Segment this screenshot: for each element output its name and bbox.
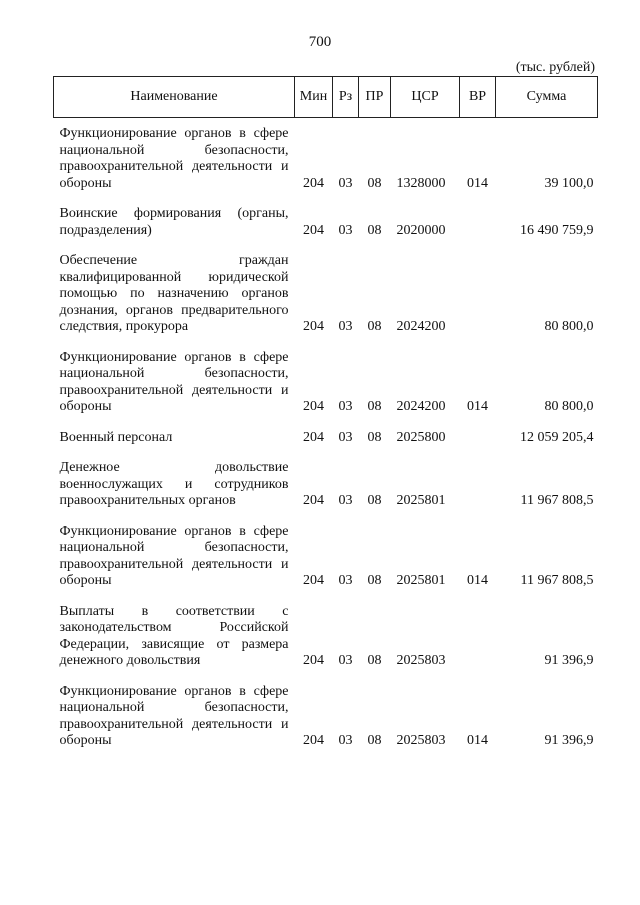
table-row <box>54 253 598 350</box>
row-sum: 91 396,9 <box>544 653 594 668</box>
row-csr: 2024200 <box>396 399 446 414</box>
row-vr <box>460 460 496 524</box>
row-sum: 11 967 808,5 <box>520 493 594 508</box>
row-sum: 12 059 205,4 <box>520 429 594 445</box>
row-min: 204 <box>303 175 324 191</box>
header-vr: ВР <box>460 77 496 118</box>
row-pr: 08 <box>367 733 382 748</box>
row-pr: 08 <box>367 175 382 191</box>
page-number: 700 <box>308 34 332 50</box>
row-vr <box>460 604 496 684</box>
table-row <box>54 684 598 764</box>
header-sum: Сумма <box>496 77 598 118</box>
row-sum: 39 100,0 <box>544 175 594 191</box>
row-pr: 08 <box>367 493 382 508</box>
row-sum: 11 967 808,5 <box>520 573 594 588</box>
table-row <box>54 206 598 253</box>
table-row <box>54 460 598 524</box>
row-rz: 03 <box>338 319 353 334</box>
table-row <box>54 350 598 430</box>
row-name: Функционирование органов в сфере национальной безопасности, правоохранительной деятельности и обороны <box>59 683 289 748</box>
row-csr: 2025801 <box>396 493 446 508</box>
row-rz: 03 <box>338 493 353 508</box>
row-pr: 08 <box>367 319 382 334</box>
table-row <box>54 118 598 207</box>
row-sum: 91 396,9 <box>544 733 594 748</box>
row-sum: 80 800,0 <box>544 319 594 334</box>
row-vr <box>460 206 496 253</box>
row-vr: 014 <box>467 399 488 414</box>
row-rz: 03 <box>338 429 353 445</box>
units-label: (тыс. рублей) <box>515 60 595 75</box>
row-min: 204 <box>303 429 324 445</box>
table-row <box>54 604 598 684</box>
row-rz: 03 <box>338 175 353 191</box>
table-row <box>54 524 598 604</box>
row-csr: 2025800 <box>396 429 446 445</box>
row-rz: 03 <box>338 653 353 668</box>
row-min: 204 <box>303 399 324 414</box>
row-pr: 08 <box>367 399 382 414</box>
row-min: 204 <box>303 653 324 668</box>
row-name: Выплаты в соответствии с законодательством Российской Федерации, зависящие от размера денежного довольствия <box>59 603 289 668</box>
row-name: Функционирование органов в сфере национальной безопасности, правоохранительной деятельности и обороны <box>59 349 289 414</box>
row-rz: 03 <box>338 573 353 588</box>
header-name: Наименование <box>54 77 295 118</box>
row-rz: 03 <box>338 733 353 748</box>
row-vr: 014 <box>467 733 488 748</box>
header-pr: ПР <box>359 77 391 118</box>
row-vr <box>460 253 496 350</box>
row-name: Функционирование органов в сфере национальной безопасности, правоохранительной деятельности и обороны <box>59 523 289 588</box>
row-csr: 2025803 <box>396 653 446 668</box>
row-sum: 16 490 759,9 <box>520 222 594 238</box>
row-min: 204 <box>303 493 324 508</box>
row-csr: 2024200 <box>396 319 446 334</box>
row-sum: 80 800,0 <box>544 399 594 414</box>
row-pr: 08 <box>367 222 382 238</box>
header-min: Мин <box>295 77 333 118</box>
table-row <box>54 430 598 461</box>
header-csr: ЦСР <box>391 77 460 118</box>
row-pr: 08 <box>367 653 382 668</box>
row-pr: 08 <box>367 573 382 588</box>
budget-table <box>53 76 598 764</box>
row-rz: 03 <box>338 222 353 238</box>
row-name: Функционирование органов в сфере национальной безопасности, правоохранительной деятельности и обороны <box>59 126 289 191</box>
row-name: Обеспечение граждан квалифицированной юридической помощью по назначению органов дознания, органов предварительного следствия, прокурора <box>59 253 289 334</box>
row-vr: 014 <box>467 573 488 588</box>
row-pr: 08 <box>367 429 382 445</box>
header-rz: Рз <box>333 77 359 118</box>
row-csr: 2025801 <box>396 573 446 588</box>
table-header-row <box>54 77 598 118</box>
row-min: 204 <box>303 222 324 238</box>
row-min: 204 <box>303 733 324 748</box>
row-min: 204 <box>303 319 324 334</box>
row-name: Воинские формирования (органы, подразделения) <box>59 206 289 238</box>
row-vr: 014 <box>467 175 488 191</box>
row-csr: 2020000 <box>396 222 446 238</box>
row-vr <box>460 430 496 461</box>
row-rz: 03 <box>338 399 353 414</box>
row-name: Военный персонал <box>59 429 173 445</box>
row-name: Денежное довольствие военнослужащих и сотрудников правоохранительных органов <box>59 460 289 508</box>
row-min: 204 <box>303 573 324 588</box>
row-csr: 1328000 <box>396 175 446 191</box>
row-csr: 2025803 <box>396 733 446 748</box>
